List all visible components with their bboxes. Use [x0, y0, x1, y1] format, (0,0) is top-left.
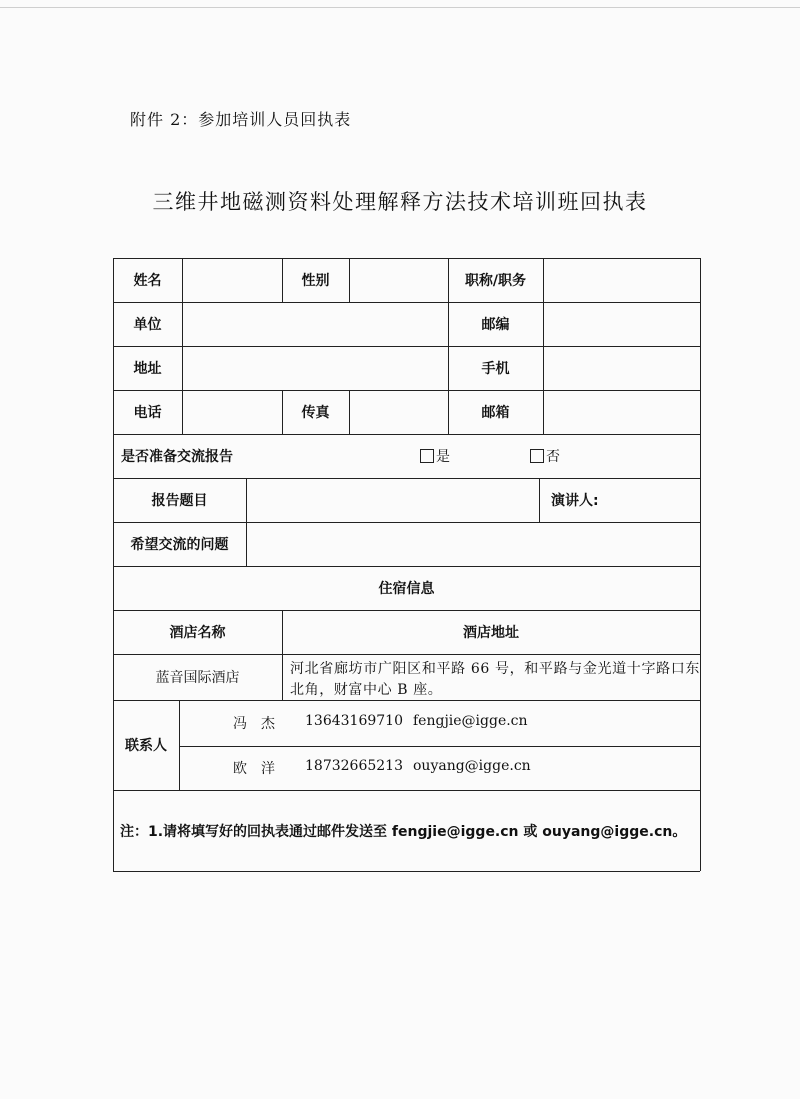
contact-1-email[interactable]: fengjie@igge.cn	[413, 713, 528, 729]
checkbox-yes-icon[interactable]	[420, 449, 434, 463]
note-text: 注：1.请将填写好的回执表通过邮件发送至 fengjie@igge.cn 或 ouyang@igge.cn。	[120, 824, 687, 840]
option-yes-label: 是	[436, 449, 450, 465]
speaker-label[interactable]: 演讲人:	[551, 493, 599, 509]
email-label: 邮箱	[481, 405, 510, 421]
hotel-name: 蓝音国际酒店	[155, 670, 240, 686]
hotel-address-label: 酒店地址	[463, 625, 519, 641]
contacts-label: 联系人	[125, 738, 167, 754]
contact-2-email[interactable]: ouyang@igge.cn	[413, 758, 531, 774]
name-label: 姓名	[133, 273, 162, 289]
mobile-field[interactable]	[544, 347, 700, 390]
option-no-label: 否	[546, 449, 560, 465]
page-top-rule	[0, 7, 800, 8]
postcode-field[interactable]	[544, 303, 700, 346]
discussion-field[interactable]	[247, 523, 700, 566]
report-title-label: 报告题目	[151, 493, 208, 509]
contact-1-name: 冯 杰	[233, 716, 275, 732]
postcode-label: 邮编	[481, 317, 510, 333]
unit-field[interactable]	[183, 303, 448, 346]
option-no[interactable]	[515, 434, 575, 478]
contact-2-name: 欧 洋	[233, 761, 275, 777]
phone-label: 电话	[133, 405, 162, 421]
option-yes[interactable]	[405, 434, 465, 478]
mobile-label: 手机	[481, 361, 510, 377]
gender-field[interactable]	[350, 259, 448, 302]
checkbox-no-icon[interactable]	[530, 449, 544, 463]
contact-1-phone: 13643169710	[305, 713, 403, 729]
report-title-field[interactable]	[247, 479, 539, 522]
name-field[interactable]	[183, 259, 282, 302]
discussion-label: 希望交流的问题	[130, 537, 229, 553]
email-field[interactable]	[544, 391, 700, 434]
contact-2-phone: 18732665213	[305, 758, 403, 774]
hotel-name-label: 酒店名称	[169, 625, 226, 641]
fax-field[interactable]	[350, 391, 448, 434]
gender-label: 性别	[301, 273, 330, 289]
position-label: 职称/职务	[464, 273, 527, 289]
position-field[interactable]	[544, 259, 700, 302]
hotel-address: 河北省廊坊市广阳区和平路 66 号，和平路与金光道十字路口东北角，财富中心 B 座。	[290, 661, 700, 698]
address-label: 地址	[133, 361, 162, 377]
unit-label: 单位	[133, 317, 162, 333]
page-title: 三维井地磁测资料处理解释方法技术培训班回执表	[152, 190, 648, 214]
attachment-line: 附件 2：参加培训人员回执表	[130, 110, 352, 129]
phone-field[interactable]	[183, 391, 282, 434]
fax-label: 传真	[301, 405, 330, 421]
address-field[interactable]	[183, 347, 448, 390]
lodging-section-title: 住宿信息	[378, 581, 435, 597]
report-question-label: 是否准备交流报告	[121, 449, 233, 465]
